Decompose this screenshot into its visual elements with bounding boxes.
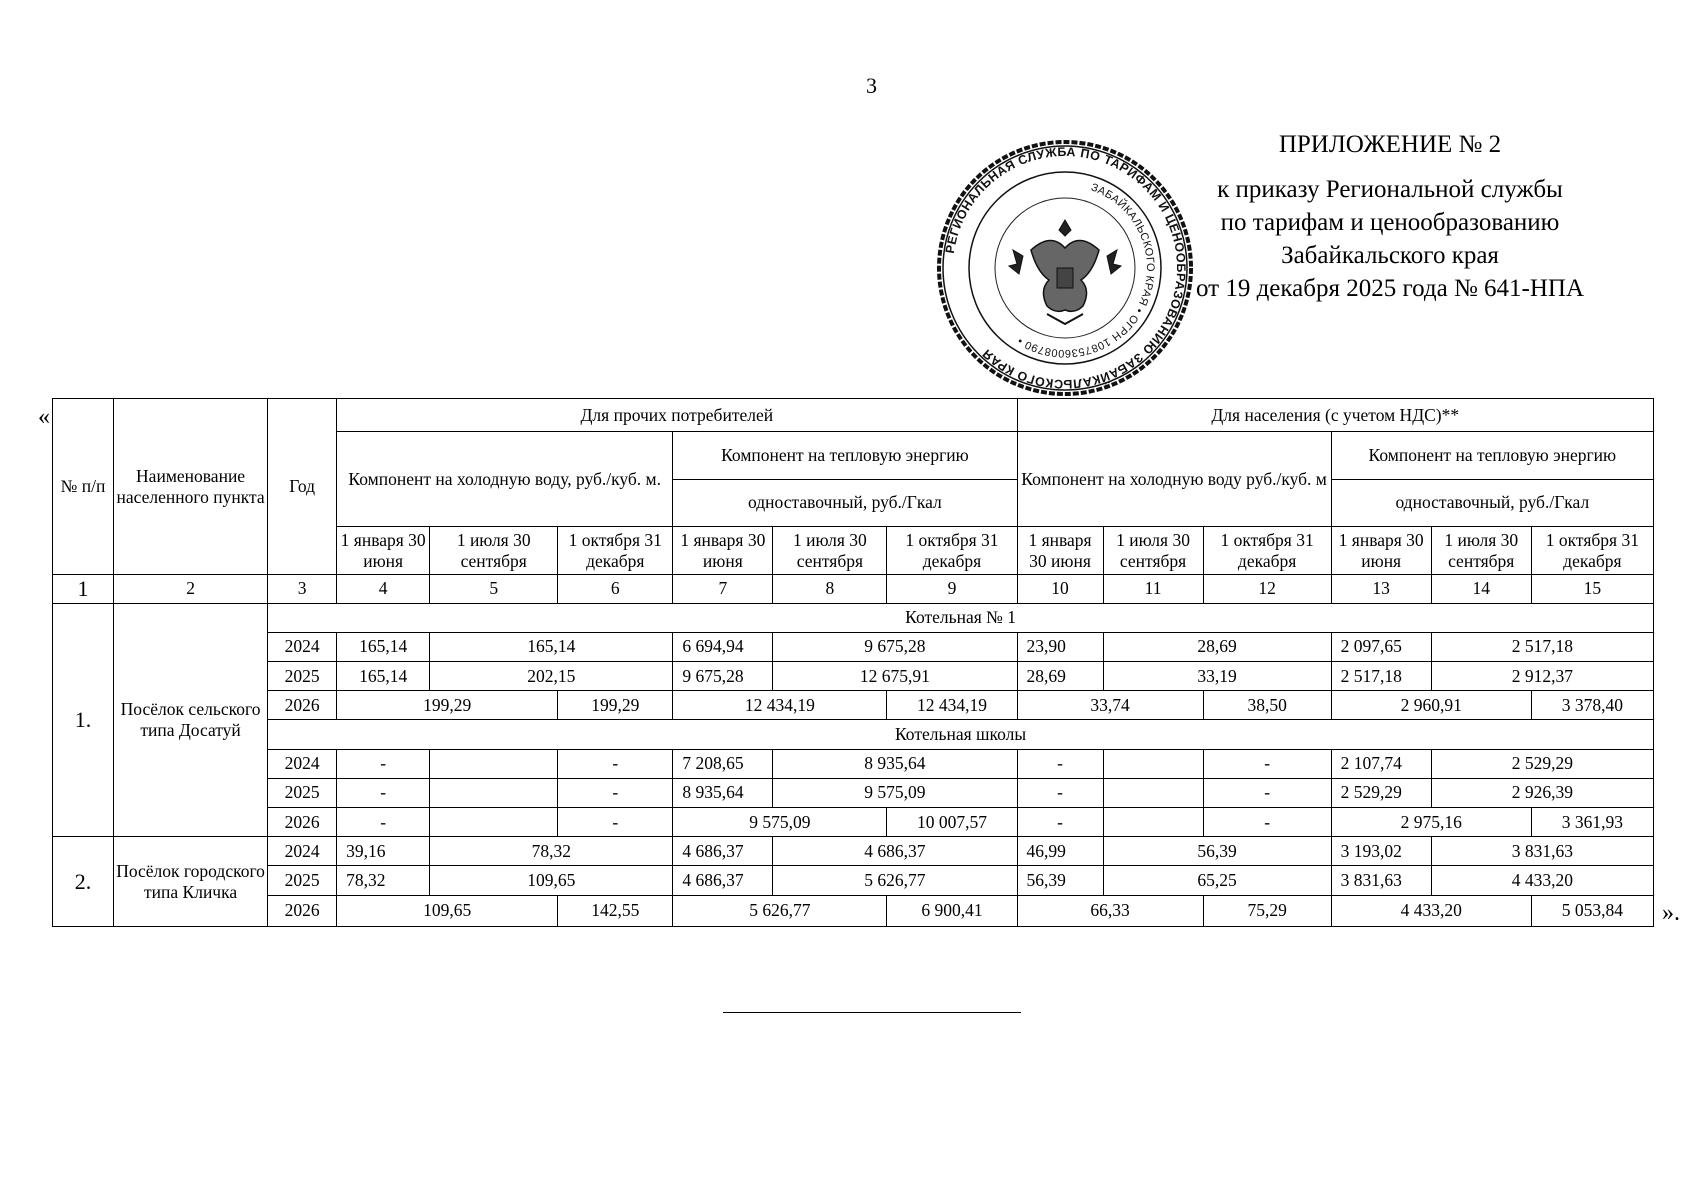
approval-title: ПРИЛОЖЕНИЕ № 2 <box>1278 131 1502 158</box>
value-cell <box>1103 749 1203 778</box>
period-oct: 1 октября 31 декабря <box>558 526 673 574</box>
value-cell: 8 935,64 <box>773 749 1017 778</box>
value-cell: 12 675,91 <box>773 661 1017 690</box>
value-cell: 9 675,28 <box>673 661 773 690</box>
header-heat-other: Компонент на тепловую энергию <box>673 432 1017 479</box>
col-number: 8 <box>773 575 887 603</box>
value-cell: 78,32 <box>430 837 673 866</box>
col-number: 10 <box>1017 575 1103 603</box>
value-cell: 6 900,41 <box>887 895 1017 926</box>
value-cell: 7 208,65 <box>673 749 773 778</box>
value-cell: 9 575,09 <box>673 808 887 837</box>
year-cell: 2026 <box>268 808 337 837</box>
value-cell: 109,65 <box>337 895 558 926</box>
header-name: Наименование населенного пункта <box>114 399 268 575</box>
header-row-1 <box>53 399 1654 432</box>
value-cell: 3 378,40 <box>1531 691 1653 720</box>
value-cell: 46,99 <box>1017 837 1103 866</box>
value-cell <box>1103 778 1203 807</box>
col-number: 3 <box>268 575 337 603</box>
col-number: 2 <box>114 575 268 603</box>
tariff-table <box>52 398 1654 927</box>
value-cell: - <box>337 778 430 807</box>
value-cell <box>1103 808 1203 837</box>
header-single-rate-pop: одноставочный, руб./Гкал <box>1331 479 1653 526</box>
row-number: 2. <box>53 837 114 927</box>
value-cell <box>430 778 558 807</box>
value-cell: 66,33 <box>1017 895 1203 926</box>
value-cell: 2 529,29 <box>1431 749 1653 778</box>
col-number: 5 <box>430 575 558 603</box>
year-cell: 2025 <box>268 778 337 807</box>
table-row <box>53 691 1654 720</box>
approval-line-4: от 19 декабря 2025 года № 641-НПА <box>1195 275 1585 302</box>
boiler-label: Котельная школы <box>268 720 1654 749</box>
header-cold-pop: Компонент на холодную воду руб./куб. м <box>1017 432 1331 527</box>
period-jul: 1 июля 30 сентября <box>1103 526 1203 574</box>
value-cell: 8 935,64 <box>673 778 773 807</box>
value-cell: 3 193,02 <box>1331 837 1431 866</box>
value-cell: 65,25 <box>1103 866 1331 895</box>
value-cell: 10 007,57 <box>887 808 1017 837</box>
approval-line-2: по тарифам и ценообразованию <box>1220 209 1560 236</box>
value-cell: 56,39 <box>1103 837 1331 866</box>
settlement-name: Посёлок городского типа Кличка <box>114 837 268 927</box>
header-group-other: Для прочих потребителей <box>337 399 1017 432</box>
year-cell: 2026 <box>268 691 337 720</box>
closing-divider-line <box>723 1012 1021 1013</box>
value-cell: - <box>1203 778 1331 807</box>
header-group-population: Для населения (с учетом НДС)** <box>1017 399 1654 432</box>
value-cell: 5 626,77 <box>773 866 1017 895</box>
official-seal-stamp <box>935 138 1195 398</box>
value-cell: 23,90 <box>1017 632 1103 661</box>
col-number: 9 <box>887 575 1017 603</box>
value-cell: - <box>558 749 673 778</box>
value-cell: 2 975,16 <box>1331 808 1531 837</box>
table-row <box>53 661 1654 690</box>
value-cell <box>430 749 558 778</box>
value-cell: 165,14 <box>430 632 673 661</box>
value-cell: 78,32 <box>337 866 430 895</box>
approval-block <box>1180 128 1600 305</box>
year-cell: 2024 <box>268 749 337 778</box>
value-cell: 4 433,20 <box>1331 895 1531 926</box>
column-numbers-row <box>53 575 1654 603</box>
header-year: Год <box>268 399 337 575</box>
value-cell: - <box>337 808 430 837</box>
value-cell: 39,16 <box>337 837 430 866</box>
value-cell: 2 517,18 <box>1331 661 1431 690</box>
stamp-outer-text: РЕГИОНАЛЬНАЯ СЛУЖБА ПО ТАРИФАМ И ЦЕНООБРАЗОВАНИЮ ЗАБАЙКАЛЬСКОГО КРАЯ <box>942 144 1189 392</box>
year-cell: 2025 <box>268 866 337 895</box>
row-number: 1. <box>53 603 114 837</box>
col-number: 7 <box>673 575 773 603</box>
value-cell: 2 960,91 <box>1331 691 1531 720</box>
header-single-rate-other: одноставочный, руб./Гкал <box>673 479 1017 526</box>
value-cell: 2 107,74 <box>1331 749 1431 778</box>
page-number: 3 <box>866 73 877 98</box>
value-cell: 199,29 <box>558 691 673 720</box>
value-cell: 2 912,37 <box>1431 661 1653 690</box>
period-jan: 1 января 30 июня <box>337 526 430 574</box>
value-cell: 2 517,18 <box>1431 632 1653 661</box>
table-row <box>53 866 1654 895</box>
year-cell: 2024 <box>268 837 337 866</box>
col-number: 6 <box>558 575 673 603</box>
year-cell: 2024 <box>268 632 337 661</box>
value-cell: - <box>1203 749 1331 778</box>
value-cell: - <box>1017 749 1103 778</box>
year-cell: 2025 <box>268 661 337 690</box>
value-cell: 33,74 <box>1017 691 1203 720</box>
value-cell: 3 361,93 <box>1531 808 1653 837</box>
value-cell: 5 053,84 <box>1531 895 1653 926</box>
value-cell: 9 675,28 <box>773 632 1017 661</box>
coat-of-arms-icon <box>1009 220 1121 324</box>
value-cell: 28,69 <box>1103 632 1331 661</box>
value-cell: 165,14 <box>337 661 430 690</box>
stamp-inner-text: ЗАБАЙКАЛЬСКОГО КРАЯ • ОГРН 1087536008790 • <box>1015 181 1157 360</box>
period-oct: 1 октября 31 декабря <box>1203 526 1331 574</box>
table-row <box>53 895 1654 926</box>
boiler-header-row <box>53 720 1654 749</box>
value-cell: 12 434,19 <box>887 691 1017 720</box>
period-oct: 1 октября 31 декабря <box>1531 526 1653 574</box>
value-cell: 4 686,37 <box>673 866 773 895</box>
approval-line-3: Забайкальского края <box>1281 242 1499 269</box>
value-cell: 2 926,39 <box>1431 778 1653 807</box>
value-cell: 5 626,77 <box>673 895 887 926</box>
settlement-name: Посёлок сельского типа Досатуй <box>114 603 268 837</box>
value-cell: - <box>1017 808 1103 837</box>
period-jan: 1 января 30 июня <box>1331 526 1431 574</box>
table-row <box>53 778 1654 807</box>
period-jul: 1 июля 30 сентября <box>430 526 558 574</box>
value-cell: 3 831,63 <box>1331 866 1431 895</box>
value-cell: 2 529,29 <box>1331 778 1431 807</box>
value-cell: - <box>337 749 430 778</box>
boiler-label: Котельная № 1 <box>268 603 1654 632</box>
header-num: № п/п <box>53 399 114 575</box>
period-jul: 1 июля 30 сентября <box>773 526 887 574</box>
period-oct: 1 октября 31 декабря <box>887 526 1017 574</box>
table-row <box>53 632 1654 661</box>
value-cell: 165,14 <box>337 632 430 661</box>
value-cell: - <box>558 778 673 807</box>
value-cell: 202,15 <box>430 661 673 690</box>
value-cell: 4 686,37 <box>673 837 773 866</box>
value-cell <box>430 808 558 837</box>
opening-quote: « <box>38 404 50 430</box>
value-cell: 28,69 <box>1017 661 1103 690</box>
value-cell: - <box>1203 808 1331 837</box>
col-number: 15 <box>1531 575 1653 603</box>
col-number: 1 <box>53 575 114 603</box>
col-number: 14 <box>1431 575 1531 603</box>
col-number: 12 <box>1203 575 1331 603</box>
value-cell: 33,19 <box>1103 661 1331 690</box>
value-cell: 38,50 <box>1203 691 1331 720</box>
col-number: 13 <box>1331 575 1431 603</box>
col-number: 4 <box>337 575 430 603</box>
table-row <box>53 837 1654 866</box>
header-heat-pop: Компонент на тепловую энергию <box>1331 432 1653 479</box>
closing-quote: ». <box>1662 900 1680 926</box>
value-cell: 56,39 <box>1017 866 1103 895</box>
value-cell: - <box>558 808 673 837</box>
value-cell: 142,55 <box>558 895 673 926</box>
table-row <box>53 808 1654 837</box>
table-row <box>53 749 1654 778</box>
period-jan: 1 января 30 июня <box>1017 526 1103 574</box>
value-cell: 3 831,63 <box>1431 837 1653 866</box>
value-cell: - <box>1017 778 1103 807</box>
approval-line-1: к приказу Региональной службы <box>1217 176 1563 203</box>
value-cell: 109,65 <box>430 866 673 895</box>
period-jan: 1 января 30 июня <box>673 526 773 574</box>
col-number: 11 <box>1103 575 1203 603</box>
value-cell: 9 575,09 <box>773 778 1017 807</box>
value-cell: 6 694,94 <box>673 632 773 661</box>
value-cell: 4 433,20 <box>1431 866 1653 895</box>
year-cell: 2026 <box>268 895 337 926</box>
boiler-header-row <box>53 603 1654 632</box>
header-cold-other: Компонент на холодную воду, руб./куб. м. <box>337 432 673 527</box>
value-cell: 12 434,19 <box>673 691 887 720</box>
value-cell: 199,29 <box>337 691 558 720</box>
period-jul: 1 июля 30 сентября <box>1431 526 1531 574</box>
value-cell: 75,29 <box>1203 895 1331 926</box>
value-cell: 4 686,37 <box>773 837 1017 866</box>
value-cell: 2 097,65 <box>1331 632 1431 661</box>
